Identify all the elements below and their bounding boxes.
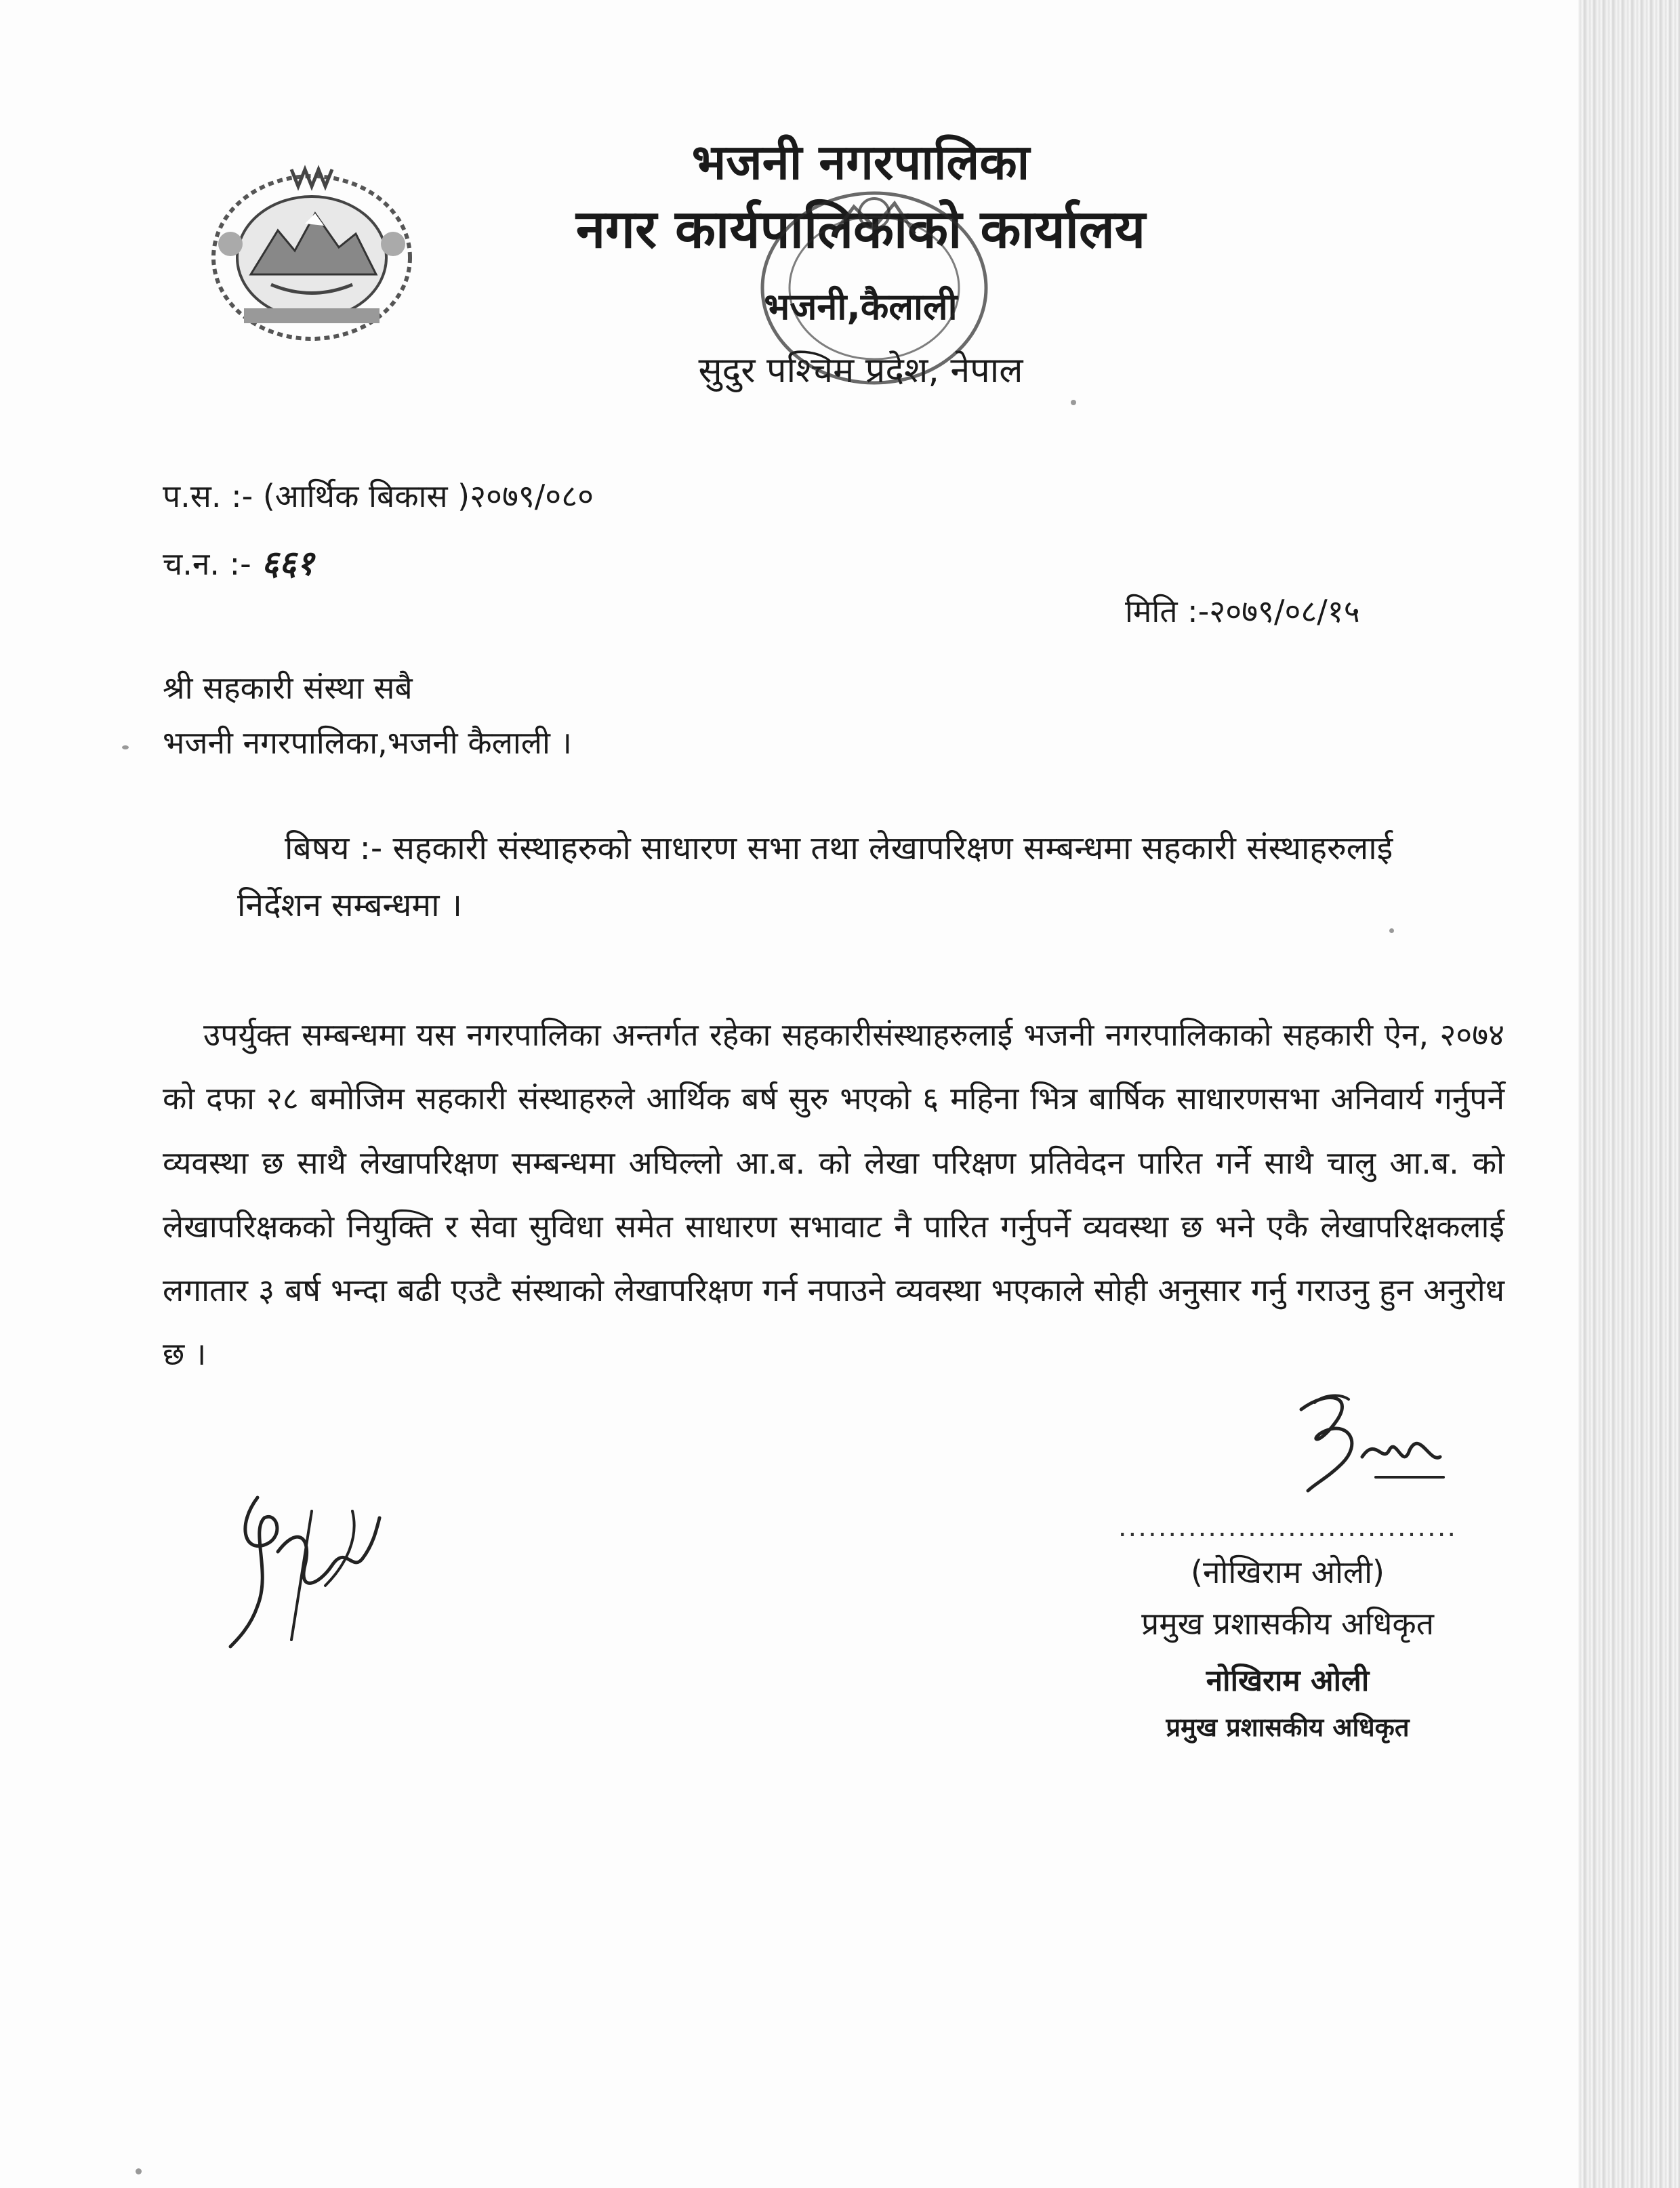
- subject-label: बिषय :-: [285, 829, 383, 867]
- municipality-name: भजनी नगरपालिका: [691, 133, 1030, 190]
- scan-speck: [136, 2168, 142, 2174]
- date-value: २०७९/०८/१५: [1209, 593, 1360, 629]
- addressee-line2: भजनी नगरपालिका,भजनी कैलाली ।: [163, 724, 572, 761]
- date-label: मिति :-: [1125, 593, 1210, 629]
- scan-speck: [1389, 928, 1394, 933]
- letter-body: उपर्युक्त सम्बन्धमा यस नगरपालिका अन्तर्गत रहेका सहकारीसंस्थाहरुलाई भजनी नगरपालिकाको सहकारी ऐन, २०७४ को दफा २८ बमोजिम सहकारी संस्थाहरुले आर्थिक बर्ष सुरु भएको ६ महिना भित्र बार्षिक साधारणसभा अनिवार्य गर्नुपर्ने व्यवस्था छ साथै लेखापरिक्षण सम्बन्धमा अघिल्लो आ.ब. को लेखा परिक्षण प्रतिवेदन पारित गर्ने साथै चालु आ.ब. को लेखापरिक्षकको नियुक्ति र सेवा सुविधा समेत साधारण सभावाट नै पारित गर्नुपर्ने व्यवस्था छ भने एकै लेखापरिक्षकलाई लगातार ३ बर्ष भन्दा बढी एउटै संस्थाको लेखापरिक्षण गर्न नपाउने व्यवस्था भएकाले सोही अनुसार गर्नु गराउनु हुन अनुरोध छ ।: [163, 1016, 1504, 1373]
- office-name: नगर कार्यपालिकाको कार्यालय: [575, 199, 1146, 261]
- ps-value: (आर्थिक बिकास )२०७९/०८०: [262, 478, 594, 514]
- letter-date: [1125, 590, 1360, 632]
- addressee: [163, 661, 572, 770]
- cn-label: च.न. :-: [163, 545, 251, 582]
- addressee-line1: श्री सहकारी संस्था सबै: [163, 669, 413, 706]
- reference-ps: [163, 474, 594, 516]
- nepal-emblem-icon: [203, 156, 420, 352]
- left-signature-icon: [217, 1470, 400, 1653]
- signatory-name: (नोखिराम ओली): [1191, 1554, 1385, 1590]
- subject: [237, 820, 1430, 934]
- office-stamp-icon: [752, 173, 996, 396]
- signature-line: ..................................: [1118, 1512, 1458, 1543]
- cn-value: ६६१: [261, 543, 314, 583]
- office-province: सुदुर पश्चिम प्रदेश, नेपाल: [698, 350, 1023, 391]
- scan-edge-shading: [1578, 0, 1680, 2188]
- subject-text: सहकारी संस्थाहरुको साधारण सभा तथा लेखापरिक्षण सम्बन्धमा सहकारी संस्थाहरुलाई निर्देशन सम्बन्धमा ।: [237, 829, 1393, 924]
- signature-block: [1098, 1511, 1477, 1744]
- office-location: भजनी,कैलाली: [764, 285, 958, 328]
- right-signature-icon: [1274, 1382, 1457, 1518]
- ps-label: प.स. :-: [163, 478, 253, 514]
- stamp-signatory-name: नोखिराम ओली: [1206, 1664, 1370, 1698]
- scan-speck: [1071, 400, 1076, 405]
- reference-cn: [163, 539, 314, 585]
- stamp-signatory-title: प्रमुख प्रशासकीय अधिकृत: [1166, 1712, 1410, 1742]
- scan-speck: [122, 745, 129, 749]
- signatory-title: प्रमुख प्रशासकीय अधिकृत: [1141, 1605, 1434, 1642]
